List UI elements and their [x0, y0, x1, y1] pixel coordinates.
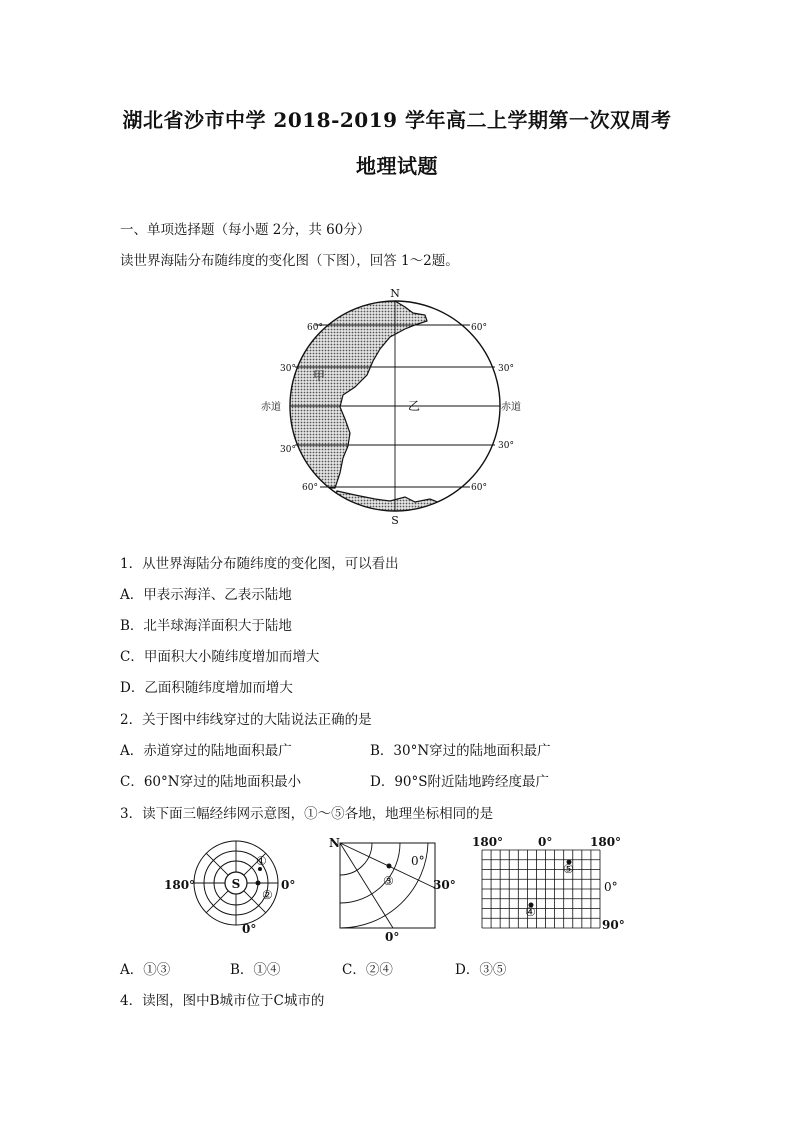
quad-0-bottom-label: 0° [385, 930, 400, 943]
point-3-dot [387, 864, 392, 869]
lat-30s-left-label: 30° [280, 445, 296, 455]
q3-stem: 3．读下面三幅经纬网示意图，①～⑤各地，地理坐标相同的是 [120, 806, 494, 822]
q1-option-c: C．甲面积大小随纬度增加而增大 [120, 649, 320, 665]
q2-option-a: A．赤道穿过的陆地面积最广 [120, 743, 292, 759]
quad-0-top-label: 0° [411, 854, 425, 868]
lat-60s-right-label: 60° [471, 483, 487, 493]
point-4-label: ④ [525, 905, 536, 919]
q2-option-c: C．60°N穿过的陆地面积最小 [120, 774, 302, 790]
point-2-label: ② [262, 888, 273, 902]
q2-option-d: D．90°S附近陆地跨经度最广 [370, 774, 549, 790]
lat-60s-left-label: 60° [302, 483, 318, 493]
yi-label: 乙 [408, 399, 421, 413]
q2-stem: 2．关于图中纬线穿过的大陆说法正确的是 [120, 712, 372, 728]
q1-option-b: B．北半球海洋面积大于陆地 [120, 618, 292, 634]
q1-stem: 1．从世界海陆分布随纬度的变化图，可以看出 [120, 556, 399, 572]
equator-left-label: 赤道 [261, 402, 281, 413]
q2-option-b: B．30°N穿过的陆地面积最广 [370, 743, 551, 759]
q3-option-b: B．①④ [230, 962, 281, 978]
quad-north-label: N [329, 836, 340, 850]
rect-grid-figure [470, 833, 630, 938]
q3-option-d: D．③⑤ [455, 962, 507, 978]
grid-180-right-label: 180° [590, 835, 622, 849]
section-heading: 一、单项选择题（每小题 2分，共 60分） [120, 222, 371, 238]
point-2-dot [256, 881, 261, 886]
q1-option-a: A．甲表示海洋、乙表示陆地 [120, 587, 292, 603]
exam-title: 湖北省沙市中学 2018-2019 学年高二上学期第一次双周考 [122, 108, 672, 132]
grid-0-top-label: 0° [538, 835, 553, 849]
rect-grid-lines [482, 850, 600, 928]
lat-60n-right-label: 60° [471, 323, 487, 333]
point-5-label: ⑤ [563, 862, 574, 876]
lat-30n-left-label: 30° [280, 364, 296, 374]
land-sea-latitude-figure [255, 283, 535, 528]
lat-60n-left-label: 60° [307, 323, 323, 333]
grid-0-right-label: 0° [604, 880, 618, 894]
point-1-label: ① [256, 854, 267, 868]
south-pole-label: S [231, 877, 241, 891]
q1-option-d: D．乙面积随纬度增加而增大 [120, 680, 293, 696]
jia-label: 甲 [313, 369, 326, 383]
lat-30s-right-label: 30° [498, 441, 514, 451]
q3-option-c: C．②④ [342, 962, 393, 978]
grid-90-label: 90° [602, 918, 625, 932]
north-label: N [390, 287, 400, 300]
q4-stem: 4．读图，图中B城市位于C城市的 [120, 993, 325, 1009]
south-label: S [391, 514, 399, 527]
section-intro: 读世界海陆分布随纬度的变化图（下图），回答 1～2题。 [120, 253, 459, 269]
quad-30-label: 30° [433, 878, 456, 892]
exam-subtitle: 地理试题 [356, 154, 438, 178]
polar-grid-figure [160, 833, 305, 938]
lat-30n-right-label: 30° [498, 364, 514, 374]
polar-180-label: 180° [164, 878, 196, 892]
grid-180-left-label: 180° [472, 835, 504, 849]
q3-option-a: A．①③ [120, 962, 171, 978]
quadrant-grid-figure [325, 833, 465, 943]
equator-right-label: 赤道 [501, 402, 521, 413]
polar-0-right-label: 0° [281, 878, 296, 892]
point-3-label: ③ [383, 874, 394, 888]
polar-0-bottom-label: 0° [242, 922, 257, 936]
